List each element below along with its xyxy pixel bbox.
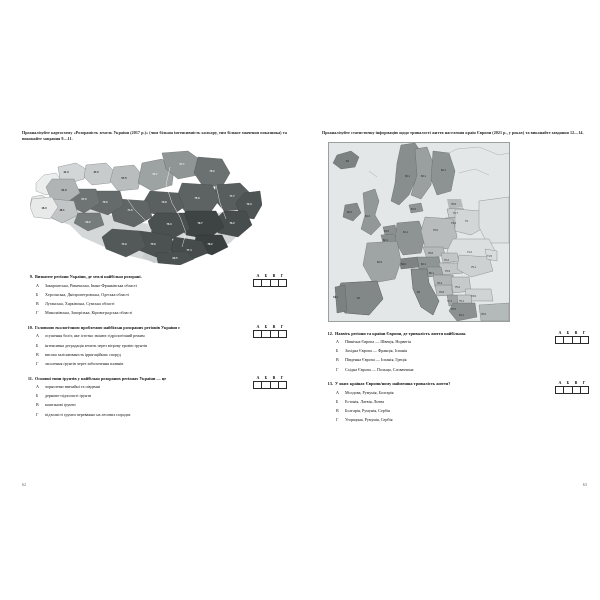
svg-text:57.1: 57.1 [179, 163, 185, 167]
option-text: осушення боліт, яке істотно змінює гідрологічний режим [45, 333, 145, 339]
svg-text:79.7: 79.7 [197, 222, 203, 226]
option-key: Г [36, 310, 39, 316]
answer-box-a[interactable] [253, 330, 261, 338]
page-number-left: 62 [22, 483, 27, 487]
option-text: Миколаївська, Запорізька, Кіровоградська області [45, 310, 133, 316]
svg-text:75.9: 75.9 [194, 197, 200, 201]
svg-text:51.0: 51.0 [61, 189, 67, 193]
question-13-text: У яких країнах Європи/ному найменша тривалість життя? [335, 381, 451, 387]
option-text: Естонія, Латвія, Литва [345, 398, 385, 404]
svg-text:47.2: 47.2 [93, 171, 99, 175]
svg-text:78.8: 78.8 [428, 251, 433, 255]
svg-text:81.5: 81.5 [384, 229, 389, 233]
svg-text:78.6: 78.6 [481, 312, 486, 316]
svg-text:16.0: 16.0 [41, 207, 47, 211]
option-text: дерново-підзолисті ґрунти [45, 393, 92, 399]
option-text: Луганська, Харківська, Сумська області [45, 301, 115, 307]
answer-box-b[interactable] [563, 336, 571, 344]
question-9-text: Визначте регіони України, де землі найбільш розорані. [35, 274, 142, 280]
question-10-options [36, 333, 287, 366]
svg-text:76.8: 76.8 [439, 290, 444, 294]
ukraine-arable-land-map [30, 145, 262, 265]
svg-text:78.2: 78.2 [207, 243, 213, 247]
option-h[interactable] [36, 361, 287, 367]
option-key: В [36, 402, 39, 408]
svg-text:77.1: 77.1 [447, 299, 452, 303]
svg-text:83.1: 83.1 [405, 174, 410, 178]
svg-text:74.9: 74.9 [451, 221, 456, 225]
svg-text:70.6: 70.6 [102, 201, 108, 205]
svg-text:73: 73 [465, 219, 468, 223]
svg-text:78.8: 78.8 [451, 202, 456, 206]
option-key: Г [336, 366, 339, 372]
question-13 [322, 381, 587, 423]
option-text: Східна Європа — Польща, Словаччина [345, 366, 414, 372]
option-h[interactable] [36, 310, 287, 316]
option-text: Західна Європа — Франція, Іспанія [345, 348, 407, 354]
svg-text:73.3: 73.3 [246, 203, 252, 207]
svg-text:83: 83 [357, 296, 360, 300]
svg-text:75.8: 75.8 [150, 243, 156, 247]
svg-text:81.1: 81.1 [403, 230, 408, 234]
svg-text:78.4: 78.4 [437, 281, 442, 285]
page-number-right: 63 [582, 483, 587, 487]
svg-text:74.7: 74.7 [453, 211, 458, 215]
answer-letter-h: Г [280, 323, 284, 329]
answer-letter-v: В [272, 374, 276, 380]
svg-text:74.9: 74.9 [121, 243, 127, 247]
answer-box-a[interactable] [555, 336, 563, 344]
answer-letter-b: Б [264, 374, 268, 380]
option-a[interactable] [336, 390, 587, 396]
answer-box-v[interactable] [572, 336, 580, 344]
svg-text:75.1: 75.1 [471, 265, 476, 269]
question-10 [22, 325, 287, 367]
option-v[interactable] [36, 402, 287, 408]
option-a[interactable] [36, 333, 287, 339]
answer-letter-h: Г [280, 273, 284, 279]
svg-text:41.3: 41.3 [63, 171, 69, 175]
question-10-number: 10. [27, 324, 33, 330]
svg-text:71.2: 71.2 [467, 250, 472, 254]
option-text: Угорщина, Румунія, Сербія [345, 417, 393, 423]
option-key: А [36, 384, 39, 389]
svg-text:71.5: 71.5 [487, 254, 492, 258]
option-h[interactable] [336, 367, 587, 373]
svg-text:73.6: 73.6 [471, 294, 476, 298]
option-text: Молдова, Румунія, Болгарія [345, 389, 394, 395]
answer-box-v[interactable] [270, 381, 278, 389]
svg-text:82.1: 82.1 [383, 238, 388, 242]
svg-text:83: 83 [346, 159, 349, 163]
answer-box-h[interactable] [278, 381, 287, 389]
answer-letter-b: Б [264, 273, 268, 279]
answer-grid-boxes [253, 381, 287, 389]
option-h[interactable] [336, 417, 587, 423]
answer-box-h[interactable] [580, 386, 589, 394]
option-v[interactable] [336, 357, 587, 363]
option-text: підзолисті ґрунти переважно на лесових породах [45, 411, 131, 417]
svg-text:67.6: 67.6 [81, 198, 87, 202]
svg-text:82.1: 82.1 [421, 262, 426, 266]
question-9-options [36, 283, 287, 316]
option-a[interactable] [336, 339, 587, 345]
svg-text:75.1: 75.1 [459, 299, 464, 303]
svg-text:84.0: 84.0 [401, 262, 406, 266]
option-h[interactable] [36, 412, 287, 418]
svg-text:76.2: 76.2 [444, 258, 449, 262]
svg-text:76.9: 76.9 [445, 269, 450, 273]
svg-text:77.7: 77.7 [229, 195, 235, 199]
answer-box-b[interactable] [563, 386, 571, 394]
question-10-text: Головною екологічною проблемою найбільш розораних регіонів України є [35, 324, 180, 330]
svg-text:78.5: 78.5 [451, 307, 456, 311]
answer-letter-b: Б [566, 329, 570, 335]
answer-box-b[interactable] [261, 279, 269, 287]
question-11-text: Основні типи ґрунтів у найбільш розораних регіонах України — це [35, 375, 167, 381]
right-page [322, 130, 587, 487]
answer-letter-v: В [574, 380, 578, 386]
option-v[interactable] [36, 352, 287, 358]
answer-letter-b: Б [264, 323, 268, 329]
option-key: В [36, 351, 39, 357]
svg-text:80.1: 80.1 [429, 271, 434, 275]
svg-text:81.1: 81.1 [333, 295, 338, 299]
option-key: Б [336, 398, 339, 404]
option-text: чорноземи звичайні та південні [45, 384, 101, 389]
answer-grid-boxes [253, 330, 287, 338]
answer-grid-boxes [253, 279, 287, 287]
answer-box-h[interactable] [278, 330, 287, 338]
svg-text:81.5: 81.5 [411, 207, 416, 211]
option-key: Б [36, 342, 39, 348]
question-11-number: 11. [27, 375, 33, 381]
answer-letter-v: В [272, 273, 276, 279]
option-v[interactable] [336, 408, 587, 414]
right-page-intro: Проаналізуйте статистичну інформацію щодо тривалості життя населення країн Європи (2021 р., у роках) та виконайте завдання 12—14. [322, 130, 584, 135]
answer-grid[interactable] [555, 330, 589, 344]
svg-text:83.1: 83.1 [421, 174, 426, 178]
option-text: інтенсивна деградація земель через вітрову ерозію ґрунтів [45, 342, 148, 348]
answer-letter-h: Г [582, 329, 586, 335]
svg-text:82.1: 82.1 [441, 168, 446, 172]
svg-text:82.5: 82.5 [377, 260, 382, 264]
question-12 [322, 331, 587, 373]
answer-box-v[interactable] [270, 330, 278, 338]
question-12-number: 12. [327, 330, 333, 336]
answer-letter-a: А [558, 329, 562, 335]
question-13-number: 13. [327, 381, 333, 387]
answer-grid-header [253, 375, 287, 380]
answer-grid-header [555, 380, 589, 385]
answer-box-b[interactable] [261, 330, 269, 338]
answer-grid-header [253, 273, 287, 278]
option-text: Північна Європа — Швеція, Норвегія [345, 339, 411, 345]
option-text: Південна Європа — Іспанія, Греція [345, 357, 407, 363]
svg-text:71.6: 71.6 [127, 209, 133, 213]
europe-life-expectancy-map [328, 142, 510, 322]
svg-text:70.2: 70.2 [209, 170, 215, 174]
answer-grid-header [253, 324, 287, 329]
answer-box-v[interactable] [572, 386, 580, 394]
answer-box-h[interactable] [580, 336, 589, 344]
svg-text:82.6: 82.6 [347, 210, 352, 214]
question-12-options [336, 339, 587, 372]
svg-text:59.2: 59.2 [85, 221, 91, 225]
svg-text:83: 83 [417, 290, 420, 294]
option-key: А [36, 282, 39, 288]
option-key: Б [36, 393, 39, 399]
option-key: В [336, 408, 339, 414]
answer-letter-v: В [574, 329, 578, 335]
option-key: А [336, 339, 339, 345]
answer-letter-b: Б [566, 380, 570, 386]
answer-grid-boxes [555, 386, 589, 394]
option-key: А [336, 389, 339, 395]
option-v[interactable] [36, 301, 287, 307]
answer-letter-h: Г [280, 374, 284, 380]
question-11 [22, 376, 287, 418]
question-9-number: 9. [29, 274, 33, 280]
answer-box-a[interactable] [555, 386, 563, 394]
svg-text:69.5: 69.5 [172, 257, 178, 261]
option-key: Г [36, 360, 39, 366]
answer-box-v[interactable] [270, 279, 278, 287]
svg-text:75.2: 75.2 [455, 285, 460, 289]
answer-grid-header [555, 330, 589, 335]
option-text: каштанові ґрунти [45, 402, 76, 408]
option-b[interactable] [36, 343, 287, 349]
option-text: засолення ґрунтів через заболочення плавнів [45, 360, 124, 366]
answer-letter-h: Г [582, 380, 586, 386]
svg-text:76.6: 76.6 [433, 228, 438, 232]
option-a[interactable] [36, 283, 287, 289]
answer-letter-a: А [558, 380, 562, 386]
option-key: Б [36, 291, 39, 297]
option-text: Херсонська, Дніпропетровська, Одеська області [45, 291, 130, 297]
option-key: В [36, 301, 39, 307]
option-a[interactable] [36, 384, 287, 390]
answer-grid[interactable] [253, 273, 287, 287]
option-b[interactable] [336, 348, 587, 354]
answer-box-b[interactable] [261, 381, 269, 389]
question-13-options [336, 390, 587, 423]
svg-text:76.3: 76.3 [166, 223, 172, 227]
answer-grid-boxes [555, 336, 589, 344]
option-b[interactable] [36, 393, 287, 399]
option-text: Болгарія, Румунія, Сербія [345, 408, 390, 414]
answer-box-a[interactable] [253, 381, 261, 389]
option-text: висока заліснюваність ірригаційних споруд [45, 351, 121, 357]
svg-text:46.1: 46.1 [59, 209, 65, 213]
answer-box-a[interactable] [253, 279, 261, 287]
option-key: В [336, 357, 339, 363]
option-b[interactable] [36, 292, 287, 298]
svg-text:77.4: 77.4 [186, 249, 192, 253]
svg-text:81.1: 81.1 [459, 313, 464, 317]
svg-text:73.8: 73.8 [161, 201, 167, 205]
answer-grid[interactable] [555, 380, 589, 394]
svg-text:56.7: 56.7 [152, 173, 158, 177]
answer-box-h[interactable] [278, 279, 287, 287]
answer-letter-a: А [256, 374, 260, 380]
svg-text:57.5: 57.5 [121, 177, 127, 181]
option-key: Г [336, 417, 339, 423]
option-key: Б [336, 348, 339, 354]
answer-grid[interactable] [253, 375, 287, 389]
left-page-intro: Проаналізуйте картосхему «Розораність земель України (2017 р.)» (чим більша інтенсивність кольору, тим більше значення показника) та виконайте завдання 9—11. [22, 130, 287, 141]
answer-letter-v: В [272, 323, 276, 329]
left-page [22, 130, 287, 487]
answer-letter-a: А [256, 323, 260, 329]
option-text: Закарпатська, Рівненська, Івано-Франківська області [45, 282, 137, 288]
svg-text:81.2: 81.2 [365, 214, 370, 218]
answer-letter-a: А [256, 273, 260, 279]
svg-text:73.2: 73.2 [229, 222, 235, 226]
question-11-options [36, 384, 287, 417]
question-9 [22, 274, 287, 316]
answer-grid[interactable] [253, 324, 287, 338]
option-b[interactable] [336, 399, 587, 405]
option-key: А [36, 333, 39, 339]
question-12-text: Назвіть регіони та країни Європи, де тривалість життя найбільша. [335, 330, 467, 336]
option-key: Г [36, 411, 39, 417]
